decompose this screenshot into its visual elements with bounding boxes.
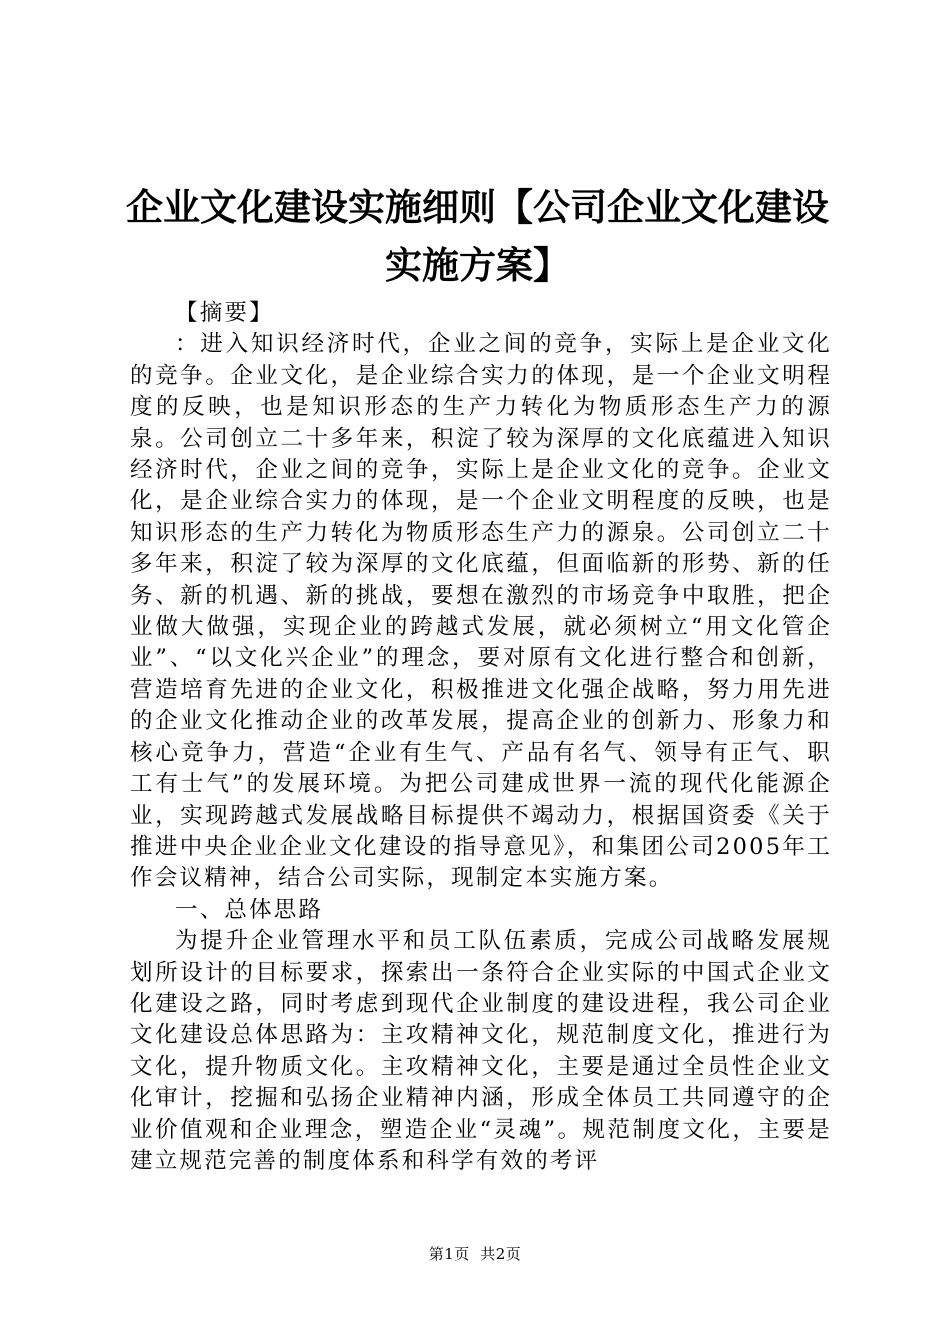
document-body — [130, 298, 832, 1177]
document-title: 企业文化建设实施细则【公司企业文化建设实施方案】 — [126, 185, 829, 287]
section-heading-overall-approach: 一、总体思路 — [175, 896, 324, 923]
page-number: 第1页 共2页 — [428, 1245, 522, 1263]
abstract-label: 【摘要】 — [175, 300, 274, 326]
page-footer — [0, 1244, 950, 1264]
section-paragraph-overall-approach: 为提升企业管理水平和员工队伍素质，完成公司战略发展规划所设计的目标要求，探索出一条符合企业实际的中国式企业文化建设之路，同时考虑到现代企业制度的建设进程，我公司企业文化建设总体思路为：主攻精神文化，规范制度文化，推进行为文化，提升物质文化。主攻精神文化，主要是通过全员性企业文化审计，挖掘和弘扬企业精神内涵，形成全体员工共同遵守的企业价值观和企业理念，塑造企业“灵魂”。规范制度文化，主要是建立规范完善的制度体系和科学有效的考评 — [130, 928, 832, 1174]
abstract-paragraph: ：进入知识经济时代，企业之间的竞争，实际上是企业文化的竞争。企业文化，是企业综合实力的体现，是一个企业文明程度的反映，也是知识形态的生产力转化为物质形态生产力的源泉。公司创立二十多年来，积淀了较为深厚的文化底蕴进入知识经济时代，企业之间的竞争，实际上是企业文化的竞争。企业文化，是企业综合实力的体现，是一个企业文明程度的反映，也是知识形态的生产力转化为物质形态生产力的源泉。公司创立二十多年来，积淀了较为深厚的文化底蕴，但面临新的形势、新的任务、新的机遇、新的挑战，要想在激烈的市场竞争中取胜，把企业做大做强，实现企业的跨越式发展，就必须树立“用文化管企业”、“以文化兴企业”的理念，要对原有文化进行整合和创新，营造培育先进的企业文化，积极推进文化强企战略，努力用先进的企业文化推动企业的改革发展，提高企业的创新力、形象力和核心竞争力，营造“企业有生气、产品有名气、领导有正气、职工有士气”的发展环境。为把公司建成世界一流的现代化能源企业，实现跨越式发展战略目标提供不竭动力，根据国资委《关于推进中央企业企业文化建设的指导意见》，和集团公司2005年工作会议精神，结合公司实际，现制定本实施方案。 — [130, 331, 832, 892]
